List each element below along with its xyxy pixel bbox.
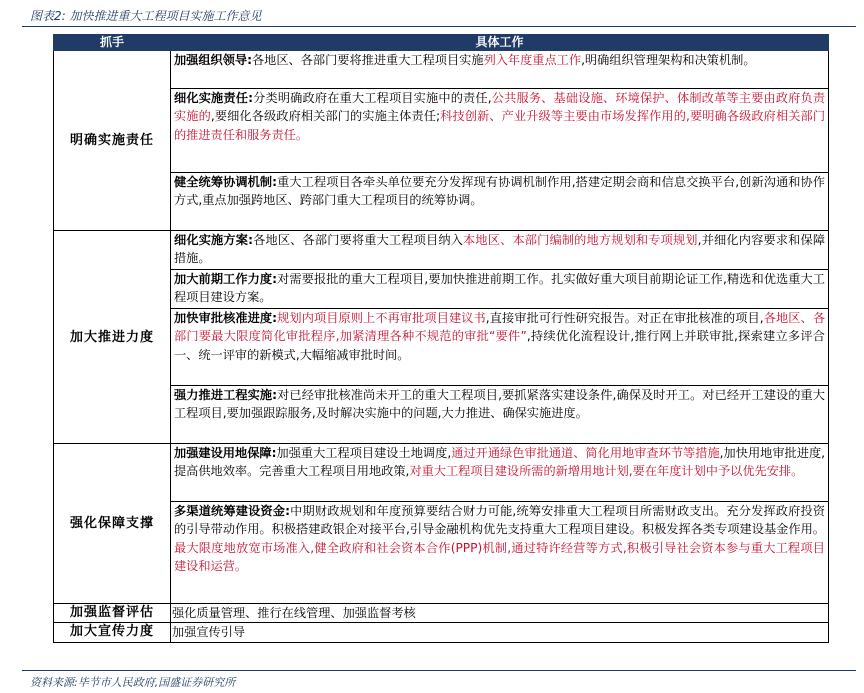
work-item-cell (171, 444, 829, 502)
work-item-cell (171, 386, 829, 444)
caption-title: 加快推进重大工程项目实施工作意见 (69, 9, 262, 23)
item-text: 强化质量管理、推行在线管理、加强监督考核 (172, 606, 416, 620)
work-item-cell (171, 231, 829, 270)
item-text: 加强宣传引导 (172, 625, 246, 640)
item-text: 分类明确政府在重大工程项目实施中的责任, (252, 91, 492, 105)
item-text: 中期财政规划和年度预算要结合财力可能,统筹安排重大工程项目所需财政支出。充分发挥政府投资的引导带动作用。积极搭建政银企对接平台,引导金融机构优先支持重大工程项目建设。积极发挥各类专项建设基金作用。 (174, 504, 826, 537)
item-title: 强力推进工程实施: (174, 388, 278, 402)
item-highlight: 对重大工程项目建设所需的新增用地计划,要在年度计划中予以优先安排。 (409, 464, 804, 479)
item-title: 细化实施方案: (174, 233, 253, 247)
item-text: ,直接审批可行性研究报告。对正在审批核准的项目, (485, 311, 764, 325)
item-highlight: 通过开通绿色审批通道、简化用地审查环节等措施 (451, 446, 720, 460)
item-text: ,持续优化流程设计,推行网上并联审批,探索建立多评合一、统一评审的新模式,大幅缩减审批时间。 (174, 329, 825, 362)
item-highlight: 各地区、各部门要最大限度简化审批程序,加紧清理各种不规范的审批“要件” (174, 311, 826, 344)
category-cell: 明确实施责任 (54, 51, 171, 231)
table-row (54, 604, 829, 623)
source-note: 资料来源:毕节市人民政府,国盛证券研究所 (30, 676, 236, 689)
source-rule (22, 670, 856, 671)
item-highlight: 列入年度重点工作 (483, 53, 582, 67)
table-row (54, 89, 829, 173)
item-text: 重大工程项目各牵头单位要充分发挥现有协调机制作用,搭建定期会商和信息交换平台,创新沟通和协作方式,重点加强跨地区、跨部门重大工程项目的统筹协调。 (174, 175, 825, 208)
item-highlight: 规划内项目原则上不再审批项目建议书 (277, 311, 486, 325)
work-item-cell (171, 89, 829, 173)
work-item-cell (171, 604, 829, 623)
work-item-cell (171, 270, 829, 309)
item-text: ,明确组织管理架构和决策机制。 (581, 53, 756, 67)
table-row (54, 231, 829, 270)
item-title: 多渠道统筹建设资金: (174, 504, 291, 518)
category-cell: 加强监督评估 (54, 604, 171, 623)
item-text: ,并细化内容要求和保障措施。 (174, 233, 826, 266)
table-row (54, 51, 829, 89)
item-highlight: 公共服务、基础设施、环境保护、体制改革等主要由政府负责实施的 (174, 91, 826, 124)
work-item-cell (171, 51, 829, 89)
item-title: 细化实施责任: (174, 91, 253, 105)
work-item-cell (171, 309, 829, 386)
table-row (54, 444, 829, 502)
work-item-cell (171, 623, 829, 642)
item-text: 各地区、各部门要将推进重大工程项目实施 (252, 53, 484, 67)
item-title: 加强组织领导: (174, 53, 252, 67)
work-item-cell (171, 502, 829, 604)
category-cell: 强化保障支撑 (54, 444, 171, 604)
item-highlight: 最大限度地放宽市场准入,健全政府和社会资本合作(PPP)机制,通过特许经营等方式,积极引导社会资本参与重大工程项目建设和运营。 (174, 540, 825, 573)
item-text: 各地区、各部门要将重大工程项目纳入 (252, 233, 464, 247)
item-text: 对需要报批的重大工程项目,要加快推进前期工作。扎实做好重大项目前期论证工作,精选和优选重大工程项目建设方案。 (174, 272, 825, 305)
item-title: 健全统筹协调机制: (174, 175, 278, 189)
caption-label: 图表2: (30, 9, 66, 23)
caption-rule (22, 26, 856, 27)
work-item-cell (171, 173, 829, 231)
work-plan-table (53, 34, 829, 643)
table-row (54, 386, 829, 444)
header-cell-category: 抓手 (54, 35, 171, 51)
item-text: ,加快用地审批进度,提高供地效率。完善重大工程项目用地政策, (174, 446, 826, 479)
figure-caption (30, 7, 262, 24)
category-cell: 加大推进力度 (54, 231, 171, 444)
table-row (54, 309, 829, 386)
item-highlight: 本地区、本部门编制的地方规划和专项规划 (463, 233, 698, 247)
table-row (54, 502, 829, 604)
table-header-row (54, 35, 829, 51)
category-cell: 加大宣传力度 (54, 623, 171, 642)
item-text: 加强重大工程项目建设土地调度, (276, 446, 452, 460)
item-title: 加大前期工作力度: (174, 272, 278, 286)
header-cell-work: 具体工作 (171, 35, 829, 51)
table-row (54, 623, 829, 642)
item-text: 对已经审批核准尚未开工的重大工程项目,要抓紧落实建设条件,确保及时开工。对已经开工建设的重大工程项目,要加强跟踪服务,及时解决实施中的问题,大力推进、确保实施进度。 (174, 388, 825, 421)
item-title: 加快审批核准进度: (174, 311, 278, 325)
item-title: 加强建设用地保障: (174, 446, 277, 460)
item-text: ,要细化各级政府相关部门的实施主体责任; (210, 109, 441, 124)
table-row (54, 270, 829, 309)
table-row (54, 173, 829, 231)
item-highlight: 科技创新、产业升级等主要由市场发挥作用的,要明确各级政府相关部门的推进责任和服务责任。 (174, 109, 826, 142)
